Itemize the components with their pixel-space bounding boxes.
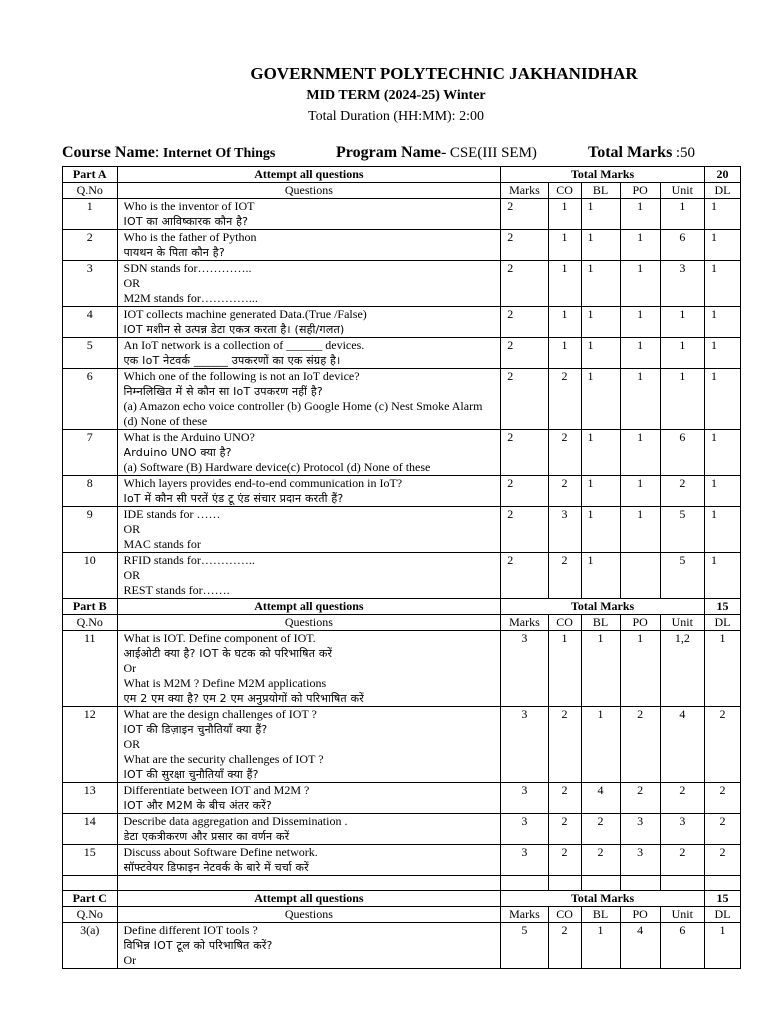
question-text <box>117 307 501 338</box>
spacer-cell <box>581 876 620 891</box>
question-text <box>117 230 501 261</box>
po-value: 4 <box>620 923 660 969</box>
marks-value: 3 <box>501 845 548 876</box>
bl-value: 2 <box>581 845 620 876</box>
marks-value: 2 <box>501 369 548 430</box>
col-co: CO <box>548 183 581 199</box>
bl-value: 1 <box>581 307 620 338</box>
question-line: विभिन्न IOT टूल को परिभाषित करें? <box>123 939 273 952</box>
po-value: 1 <box>620 476 660 507</box>
question-number: 3 <box>63 261 118 307</box>
unit-value: 3 <box>660 261 704 307</box>
col-marks: Marks <box>501 615 548 631</box>
dl-value: 1 <box>704 476 740 507</box>
co-value: 3 <box>548 507 581 553</box>
question-row <box>63 369 741 430</box>
question-line: IOT मशीन से उत्पन्न डेटा एकत्र करता है। (सही/गलत) <box>123 323 345 336</box>
question-text <box>117 199 501 230</box>
question-text <box>117 814 501 845</box>
course-info-row <box>62 144 742 166</box>
spacer-row <box>63 876 741 891</box>
question-line: What is M2M ? Define M2M applications <box>123 676 327 690</box>
bl-value: 1 <box>581 631 620 707</box>
dl-value: 1 <box>704 507 740 553</box>
question-line: Which layers provides end-to-end communication in IoT? <box>123 476 403 490</box>
question-text <box>117 923 501 969</box>
col-po: PO <box>620 183 660 199</box>
question-line: Arduino UNO क्या है? <box>123 446 232 459</box>
course-name-value: Internet Of Things <box>162 146 276 161</box>
question-line: IOT collects machine generated Data.(True /False) <box>123 307 367 321</box>
question-line: आईओटी क्या है? IOT के घटक को परिभाषित करें <box>123 647 333 660</box>
part-total-label: Total Marks <box>501 599 705 615</box>
spacer-cell <box>63 876 118 891</box>
question-line: (a) Software (B) Hardware device(c) Protocol (d) None of these <box>123 460 431 474</box>
co-value: 2 <box>548 553 581 599</box>
co-value: 1 <box>548 261 581 307</box>
question-line: Or <box>123 661 137 675</box>
bl-value: 1 <box>581 923 620 969</box>
co-value: 2 <box>548 430 581 476</box>
po-value: 1 <box>620 338 660 369</box>
col-po: PO <box>620 907 660 923</box>
unit-value: 6 <box>660 430 704 476</box>
question-number: 2 <box>63 230 118 261</box>
part-total-label: Total Marks <box>501 167 705 183</box>
marks-value: 2 <box>501 338 548 369</box>
question-table-body <box>63 167 741 969</box>
col-dl: DL <box>704 907 740 923</box>
total-duration: Total Duration (HH:MM): 2:00 <box>308 109 484 124</box>
marks-value: 2 <box>501 430 548 476</box>
question-text <box>117 261 501 307</box>
marks-value: 2 <box>501 507 548 553</box>
part-header-row <box>63 891 741 907</box>
question-row <box>63 923 741 969</box>
question-text <box>117 707 501 783</box>
marks-value: 3 <box>501 707 548 783</box>
question-row <box>63 230 741 261</box>
question-row <box>63 707 741 783</box>
question-line: Or <box>123 953 137 967</box>
unit-value: 2 <box>660 845 704 876</box>
question-row <box>63 430 741 476</box>
total-marks-label: Total Marks <box>588 144 673 161</box>
question-row <box>63 845 741 876</box>
question-row <box>63 783 741 814</box>
marks-value: 2 <box>501 199 548 230</box>
co-value: 1 <box>548 307 581 338</box>
question-number: 12 <box>63 707 118 783</box>
col-unit: Unit <box>660 907 704 923</box>
question-line: What are the design challenges of IOT ? <box>123 707 317 721</box>
question-row <box>63 199 741 230</box>
marks-value: 3 <box>501 631 548 707</box>
part-instruction: Attempt all questions <box>117 599 501 615</box>
po-value: 1 <box>620 199 660 230</box>
question-line: OR <box>123 276 141 290</box>
question-number: 14 <box>63 814 118 845</box>
po-value: 1 <box>620 507 660 553</box>
part-instruction: Attempt all questions <box>117 167 501 183</box>
col-questions: Questions <box>117 615 501 631</box>
question-text <box>117 430 501 476</box>
question-line: Define different IOT tools ? <box>123 923 258 937</box>
question-number: 7 <box>63 430 118 476</box>
question-row <box>63 553 741 599</box>
question-line: What is the Arduino UNO? <box>123 430 255 444</box>
col-questions: Questions <box>117 183 501 199</box>
unit-value: 1,2 <box>660 631 704 707</box>
co-value: 2 <box>548 923 581 969</box>
dl-value: 1 <box>704 369 740 430</box>
dl-value: 1 <box>704 261 740 307</box>
part-instruction: Attempt all questions <box>117 891 501 907</box>
co-value: 2 <box>548 814 581 845</box>
bl-value: 1 <box>581 707 620 783</box>
co-value: 2 <box>548 845 581 876</box>
question-number: 8 <box>63 476 118 507</box>
unit-value: 6 <box>660 923 704 969</box>
dl-value: 2 <box>704 814 740 845</box>
question-line: एम 2 एम क्या है? एम 2 एम अनुप्रयोगों को परिभाषित करें <box>123 692 364 705</box>
po-value: 1 <box>620 369 660 430</box>
question-line: IoT में कौन सी परतें एंड टू एंड संचार प्रदान करती हैं? <box>123 492 344 505</box>
question-line: IOT की सुरक्षा चुनौतियाँ क्या हैं? <box>123 768 259 781</box>
part-label: Part B <box>63 599 118 615</box>
col-questions: Questions <box>117 907 501 923</box>
spacer-cell <box>704 876 740 891</box>
exam-title: MID TERM (2024-25) Winter <box>306 88 486 103</box>
question-line: एक IoT नेटवर्क ______ उपकरणों का एक संग्रह है। <box>123 354 341 367</box>
question-line: निम्नलिखित में से कौन सा IoT उपकरण नहीं है? <box>123 385 323 398</box>
question-text <box>117 369 501 430</box>
co-value: 2 <box>548 707 581 783</box>
question-row <box>63 631 741 707</box>
col-bl: BL <box>581 183 620 199</box>
column-header-row <box>63 615 741 631</box>
part-header-row <box>63 599 741 615</box>
co-value: 1 <box>548 631 581 707</box>
question-row <box>63 476 741 507</box>
question-line: IOT का आविष्कारक कौन है? <box>123 215 249 228</box>
spacer-cell <box>501 876 548 891</box>
spacer-cell <box>660 876 704 891</box>
bl-value: 1 <box>581 430 620 476</box>
total-marks-value: :50 <box>675 145 695 161</box>
question-line: (a) Amazon echo voice controller (b) Google Home (c) Nest Smoke Alarm (d) None of these <box>123 399 483 428</box>
part-total-label: Total Marks <box>501 891 705 907</box>
po-value <box>620 553 660 599</box>
question-line: An IoT network is a collection of ______ devices. <box>123 338 365 352</box>
unit-value: 4 <box>660 707 704 783</box>
question-text <box>117 476 501 507</box>
question-line: Differentiate between IOT and M2M ? <box>123 783 310 797</box>
marks-value: 3 <box>501 814 548 845</box>
question-line: OR <box>123 568 141 582</box>
unit-value: 3 <box>660 814 704 845</box>
dl-value: 2 <box>704 845 740 876</box>
total-marks-field <box>588 144 695 162</box>
question-line: सॉफ्टवेयर डिफाइन नेटवर्क के बारे में चर्चा करें <box>123 861 309 874</box>
dl-value: 1 <box>704 430 740 476</box>
question-table <box>62 166 741 969</box>
question-line: MAC stands for <box>123 537 201 551</box>
spacer-cell <box>117 876 501 891</box>
bl-value: 1 <box>581 369 620 430</box>
po-value: 2 <box>620 707 660 783</box>
dl-value: 1 <box>704 230 740 261</box>
col-qno: Q.No <box>63 907 118 923</box>
question-row <box>63 814 741 845</box>
dl-value: 2 <box>704 707 740 783</box>
question-line: What are the security challenges of IOT ? <box>123 752 324 766</box>
question-line: What is IOT. Define component of IOT. <box>123 631 316 645</box>
question-line: OR <box>123 522 141 536</box>
dl-value: 1 <box>704 338 740 369</box>
question-number: 5 <box>63 338 118 369</box>
bl-value: 1 <box>581 199 620 230</box>
col-bl: BL <box>581 907 620 923</box>
col-bl: BL <box>581 615 620 631</box>
bl-value: 1 <box>581 230 620 261</box>
unit-value: 1 <box>660 338 704 369</box>
po-value: 1 <box>620 307 660 338</box>
question-number: 6 <box>63 369 118 430</box>
question-number: 11 <box>63 631 118 707</box>
col-dl: DL <box>704 615 740 631</box>
question-row <box>63 338 741 369</box>
question-line: Who is the inventor of IOT <box>123 199 255 213</box>
part-label: Part C <box>63 891 118 907</box>
co-value: 2 <box>548 476 581 507</box>
spacer-cell <box>548 876 581 891</box>
co-value: 2 <box>548 783 581 814</box>
col-po: PO <box>620 615 660 631</box>
question-number: 3(a) <box>63 923 118 969</box>
bl-value: 4 <box>581 783 620 814</box>
col-marks: Marks <box>501 183 548 199</box>
dl-value: 2 <box>704 783 740 814</box>
bl-value: 1 <box>581 553 620 599</box>
question-text <box>117 783 501 814</box>
bl-value: 1 <box>581 476 620 507</box>
unit-value: 6 <box>660 230 704 261</box>
marks-value: 5 <box>501 923 548 969</box>
unit-value: 5 <box>660 553 704 599</box>
question-number: 4 <box>63 307 118 338</box>
question-line: Who is the father of Python <box>123 230 257 244</box>
bl-value: 1 <box>581 261 620 307</box>
col-unit: Unit <box>660 183 704 199</box>
question-line: OR <box>123 737 141 751</box>
question-line: Discuss about Software Define network. <box>123 845 318 859</box>
bl-value: 1 <box>581 507 620 553</box>
question-line: Describe data aggregation and Dissemination . <box>123 814 348 828</box>
po-value: 2 <box>620 783 660 814</box>
po-value: 1 <box>620 631 660 707</box>
marks-value: 3 <box>501 783 548 814</box>
po-value: 3 <box>620 814 660 845</box>
program-name-sep: - <box>441 144 447 161</box>
part-total-marks: 15 <box>704 891 740 907</box>
col-qno: Q.No <box>63 615 118 631</box>
question-line: IDE stands for …… <box>123 507 221 521</box>
part-total-marks: 15 <box>704 599 740 615</box>
po-value: 1 <box>620 230 660 261</box>
question-row <box>63 507 741 553</box>
po-value: 1 <box>620 430 660 476</box>
question-text <box>117 338 501 369</box>
dl-value: 1 <box>704 631 740 707</box>
question-number: 10 <box>63 553 118 599</box>
part-total-marks: 20 <box>704 167 740 183</box>
col-marks: Marks <box>501 907 548 923</box>
question-line: SDN stands for………….. <box>123 261 252 275</box>
unit-value: 2 <box>660 476 704 507</box>
unit-value: 5 <box>660 507 704 553</box>
question-text <box>117 553 501 599</box>
po-value: 3 <box>620 845 660 876</box>
unit-value: 1 <box>660 307 704 338</box>
col-unit: Unit <box>660 615 704 631</box>
part-header-row <box>63 167 741 183</box>
col-co: CO <box>548 615 581 631</box>
question-row <box>63 261 741 307</box>
question-line: REST stands for……. <box>123 583 230 597</box>
question-number: 15 <box>63 845 118 876</box>
unit-value: 1 <box>660 369 704 430</box>
question-line: RFID stands for………….. <box>123 553 255 567</box>
question-text <box>117 631 501 707</box>
co-value: 1 <box>548 338 581 369</box>
co-value: 2 <box>548 369 581 430</box>
program-name-label: Program Name <box>336 144 441 161</box>
col-co: CO <box>548 907 581 923</box>
question-number: 9 <box>63 507 118 553</box>
course-name-field <box>62 144 275 162</box>
column-header-row <box>63 907 741 923</box>
course-name-sep: : <box>154 144 160 161</box>
question-line: M2M stands for…………... <box>123 291 258 305</box>
bl-value: 2 <box>581 814 620 845</box>
col-qno: Q.No <box>63 183 118 199</box>
spacer-cell <box>620 876 660 891</box>
po-value: 1 <box>620 261 660 307</box>
question-line: IOT और M2M के बीच अंतर करें? <box>123 799 272 812</box>
program-name-value: CSE(III SEM) <box>449 145 537 161</box>
column-header-row <box>63 183 741 199</box>
course-name-label: Course Name <box>62 144 155 161</box>
bl-value: 1 <box>581 338 620 369</box>
unit-value: 2 <box>660 783 704 814</box>
question-text <box>117 507 501 553</box>
question-number: 1 <box>63 199 118 230</box>
program-name-field <box>336 144 537 162</box>
col-dl: DL <box>704 183 740 199</box>
question-line: IOT की डिज़ाइन चुनौतियाँ क्या हैं? <box>123 723 268 736</box>
marks-value: 2 <box>501 553 548 599</box>
dl-value: 1 <box>704 553 740 599</box>
marks-value: 2 <box>501 476 548 507</box>
question-text <box>117 845 501 876</box>
part-label: Part A <box>63 167 118 183</box>
co-value: 1 <box>548 199 581 230</box>
dl-value: 1 <box>704 923 740 969</box>
co-value: 1 <box>548 230 581 261</box>
marks-value: 2 <box>501 230 548 261</box>
question-row <box>63 307 741 338</box>
question-line: पायथन के पिता कौन है? <box>123 246 225 259</box>
question-line: Which one of the following is not an IoT device? <box>123 369 360 383</box>
dl-value: 1 <box>704 199 740 230</box>
question-line: डेटा एकत्रीकरण और प्रसार का वर्णन करें <box>123 830 290 843</box>
question-number: 13 <box>63 783 118 814</box>
unit-value: 1 <box>660 199 704 230</box>
dl-value: 1 <box>704 307 740 338</box>
marks-value: 2 <box>501 307 548 338</box>
college-title: GOVERNMENT POLYTECHNIC JAKHANIDHAR <box>250 64 638 83</box>
marks-value: 2 <box>501 261 548 307</box>
